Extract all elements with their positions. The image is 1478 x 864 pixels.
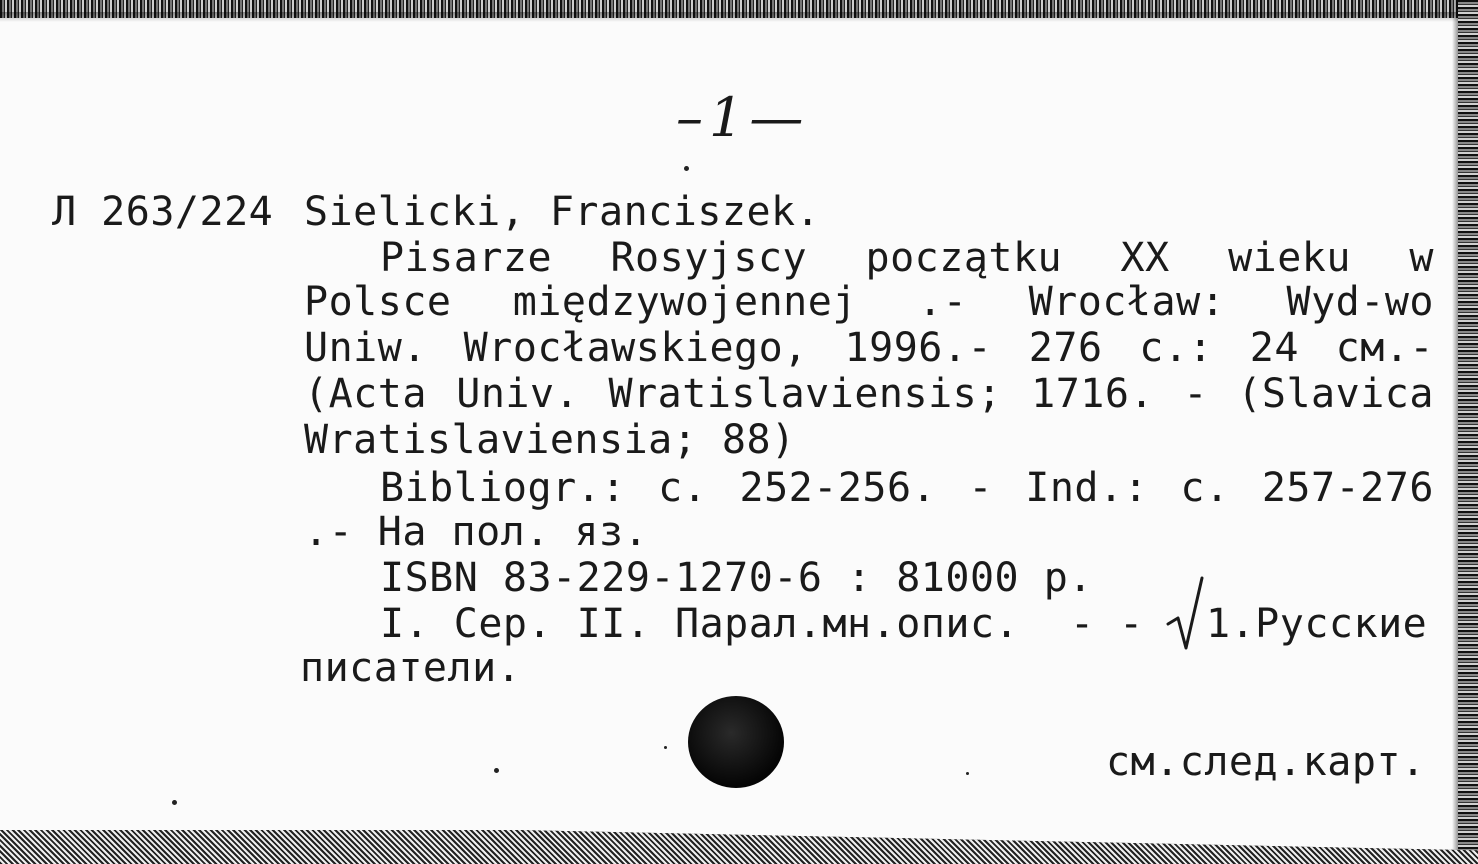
note-word: 257-276 xyxy=(1261,465,1434,511)
author-heading: Sielicki, Franciszek. xyxy=(304,189,821,235)
subject-heading: 1.Русские xyxy=(1206,601,1428,647)
imprint-word: Wrocławskiego, xyxy=(463,325,808,371)
imprint-word: с.: xyxy=(1139,325,1214,371)
series-line-cont: Wratislaviensia; 88) xyxy=(304,417,796,463)
scan-speck xyxy=(966,772,969,775)
note-word: Ind.: xyxy=(1025,465,1149,511)
imprint-word: 24 xyxy=(1249,325,1299,371)
subject-heading-cont: писатели. xyxy=(300,645,522,691)
call-number: Л 263/224 xyxy=(52,189,274,235)
scan-speck xyxy=(664,746,667,749)
title-line-2 xyxy=(304,280,1434,324)
imprint-word: 276 xyxy=(1028,325,1103,371)
title-word: .- xyxy=(918,279,968,325)
scan-border-bottom xyxy=(0,830,1478,864)
series-line xyxy=(304,372,1434,416)
series-word: Wratislaviensis; xyxy=(608,371,1002,417)
series-word: Univ. xyxy=(456,371,580,417)
title-line-1 xyxy=(380,236,1434,280)
title-word: Pisarze xyxy=(380,235,553,281)
tracing-dashes: - - xyxy=(1070,601,1144,647)
scan-speck xyxy=(494,768,499,773)
series-word: (Acta xyxy=(304,371,427,417)
imprint-line xyxy=(304,326,1434,370)
series-word: - xyxy=(1183,371,1208,417)
title-word: w xyxy=(1409,235,1434,281)
imprint-word: 1996.- xyxy=(844,325,993,371)
note-word: c. xyxy=(658,465,708,511)
imprint-word: см.- xyxy=(1335,325,1434,371)
note-word: 252-256. xyxy=(739,465,937,511)
scan-border-top xyxy=(0,0,1478,18)
checkmark-icon xyxy=(1166,576,1206,652)
note-word: c. xyxy=(1180,465,1230,511)
title-word: Wrocław: xyxy=(1028,279,1226,325)
imprint-word: Uniw. xyxy=(304,325,427,371)
scan-border-right xyxy=(1458,0,1478,864)
title-word: międzywojennej xyxy=(512,279,857,325)
title-word: Polsce xyxy=(304,279,452,325)
series-word: 1716. xyxy=(1031,371,1155,417)
title-word: XX xyxy=(1120,235,1170,281)
isbn-line: ISBN 83-229-1270-6 : 81000 р. xyxy=(380,555,1093,601)
card-punch-hole xyxy=(688,696,784,788)
title-word: Rosyjscy xyxy=(610,235,808,281)
scan-speck xyxy=(684,166,689,171)
bibliography-note xyxy=(380,466,1434,510)
title-word: początku xyxy=(865,235,1063,281)
title-word: wieku xyxy=(1228,235,1351,281)
series-word: (Slavica xyxy=(1237,371,1434,417)
page-number-mark: –1— xyxy=(676,86,810,149)
title-word: Wyd-wo xyxy=(1286,279,1434,325)
tracing-line: I. Сер. II. Парал.мн.опис. xyxy=(380,601,1020,647)
note-word: Bibliogr.: xyxy=(380,465,626,511)
continuation-note: см.след.карт. xyxy=(1106,739,1426,785)
language-note: .- На пол. яз. xyxy=(304,509,649,555)
scan-speck xyxy=(172,800,177,805)
note-word: - xyxy=(968,465,993,511)
